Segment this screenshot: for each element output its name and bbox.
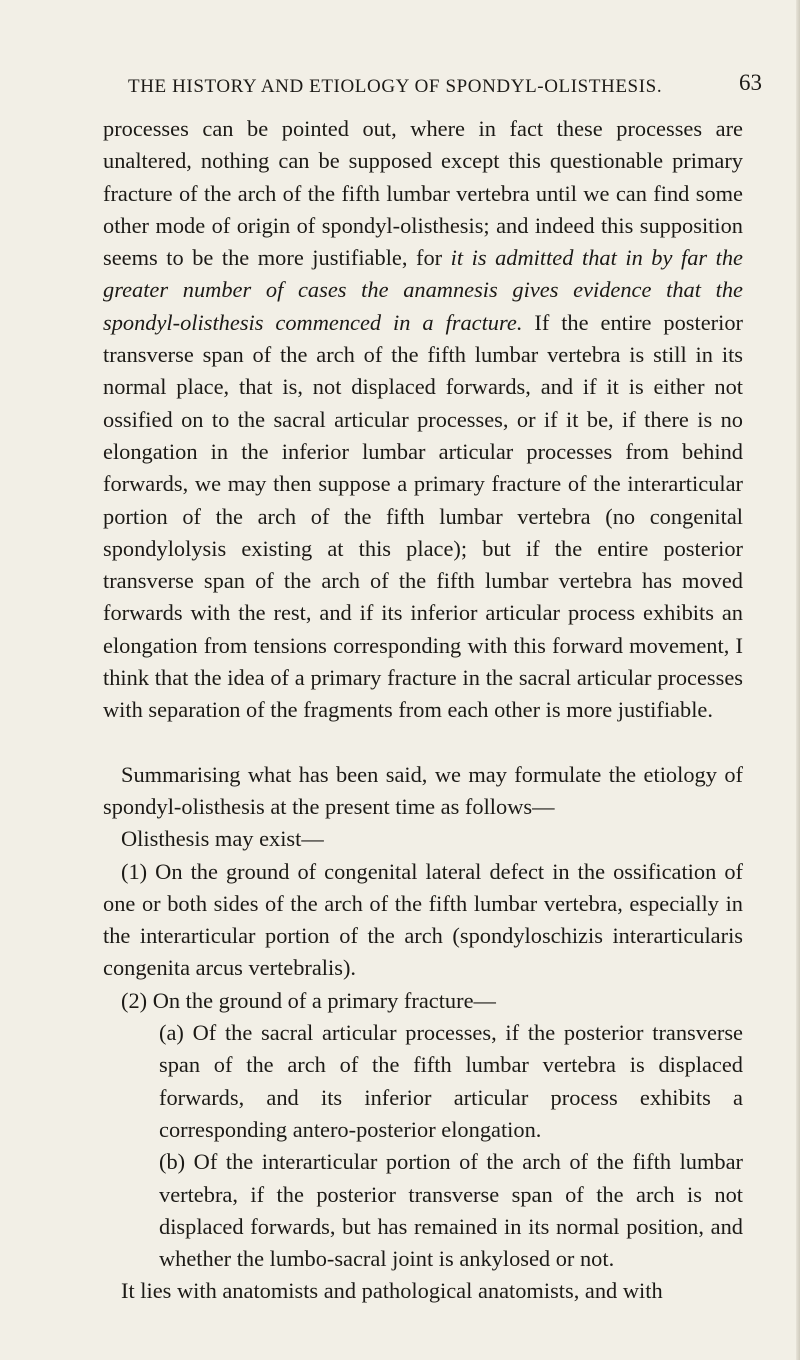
olisthesis-intro: Olisthesis may exist— (121, 826, 324, 852)
italic-passage: it is admitted that in by far the greater number of cases the anamnesis gives evidence that the spondyl-olisthesis commenced in a fracture. (103, 245, 743, 335)
closing-line: It lies with anatomists and pathological anatomists, and with (121, 1278, 663, 1304)
paragraph-spacer (103, 727, 743, 759)
sub-item-a: (a) Of the sacral articular processes, if the posterior transverse span of the arch of the fifth lumbar vertebra is displaced forwards, and its inferior articular process exhibits a corresponding antero-posterior elongation. (159, 1020, 743, 1142)
page-number: 63 (739, 70, 762, 95)
paragraph-text-continued: If the entire posterior transverse span of the arch of the fifth lumbar vertebra is still in its normal place, that is, not displaced forwards, and if it is either not ossified on to the sacral articular processes, or if it be, if there is no elongation in the inferior lumbar articular processes from behind forwards, we may then suppose a primary fracture of the interarticular portion of the arch of the fifth lumbar vertebra (no congenital spondylolysis existing at this place); but if the entire posterior transverse span of the arch of the fifth lumbar vertebra has moved forwards with the rest, and if its inferior articular process exhibits an elongation from tensions corresponding with this forward movement, I think that the idea of a primary fracture in the sacral articular processes with separation of the fragments from each other is more justifiable. (103, 309, 744, 723)
body-text (103, 113, 743, 1308)
list-item-1: (1) On the ground of congenital lateral defect in the ossification of one or both sides of the arch of the fifth lumbar vertebra, especially in the interarticular portion of the arch (spondyloschizis interarticularis congenita arcus vertebralis). (103, 858, 743, 981)
page-edge (796, 0, 800, 1360)
sub-item-b: (b) Of the interarticular portion of the arch of the fifth lumbar vertebra, if the posterior transverse span of the arch is not displaced forwards, but has remained in its normal position, and whether the lumbo-sacral joint is ankylosed or not. (159, 1149, 743, 1272)
list-item-2: (2) On the ground of a primary fracture— (121, 987, 496, 1013)
paragraph-text: processes can be pointed out, where in fact these processes are unaltered, nothing can be supposed except this questionable primary fracture of the arch of the fifth lumbar vertebra until we can find some other mode of origin of spondyl-olisthesis; and indeed this supposition seems to be the more justifiable, for (103, 116, 743, 271)
running-title: THE HISTORY AND ETIOLOGY OF SPONDYL-OLISTHESIS. (128, 76, 663, 97)
summary-paragraph: Summarising what has been said, we may formulate the etiology of spondyl-olisthesis at the present time as follows— (103, 761, 743, 819)
paragraph-continued (103, 113, 743, 727)
